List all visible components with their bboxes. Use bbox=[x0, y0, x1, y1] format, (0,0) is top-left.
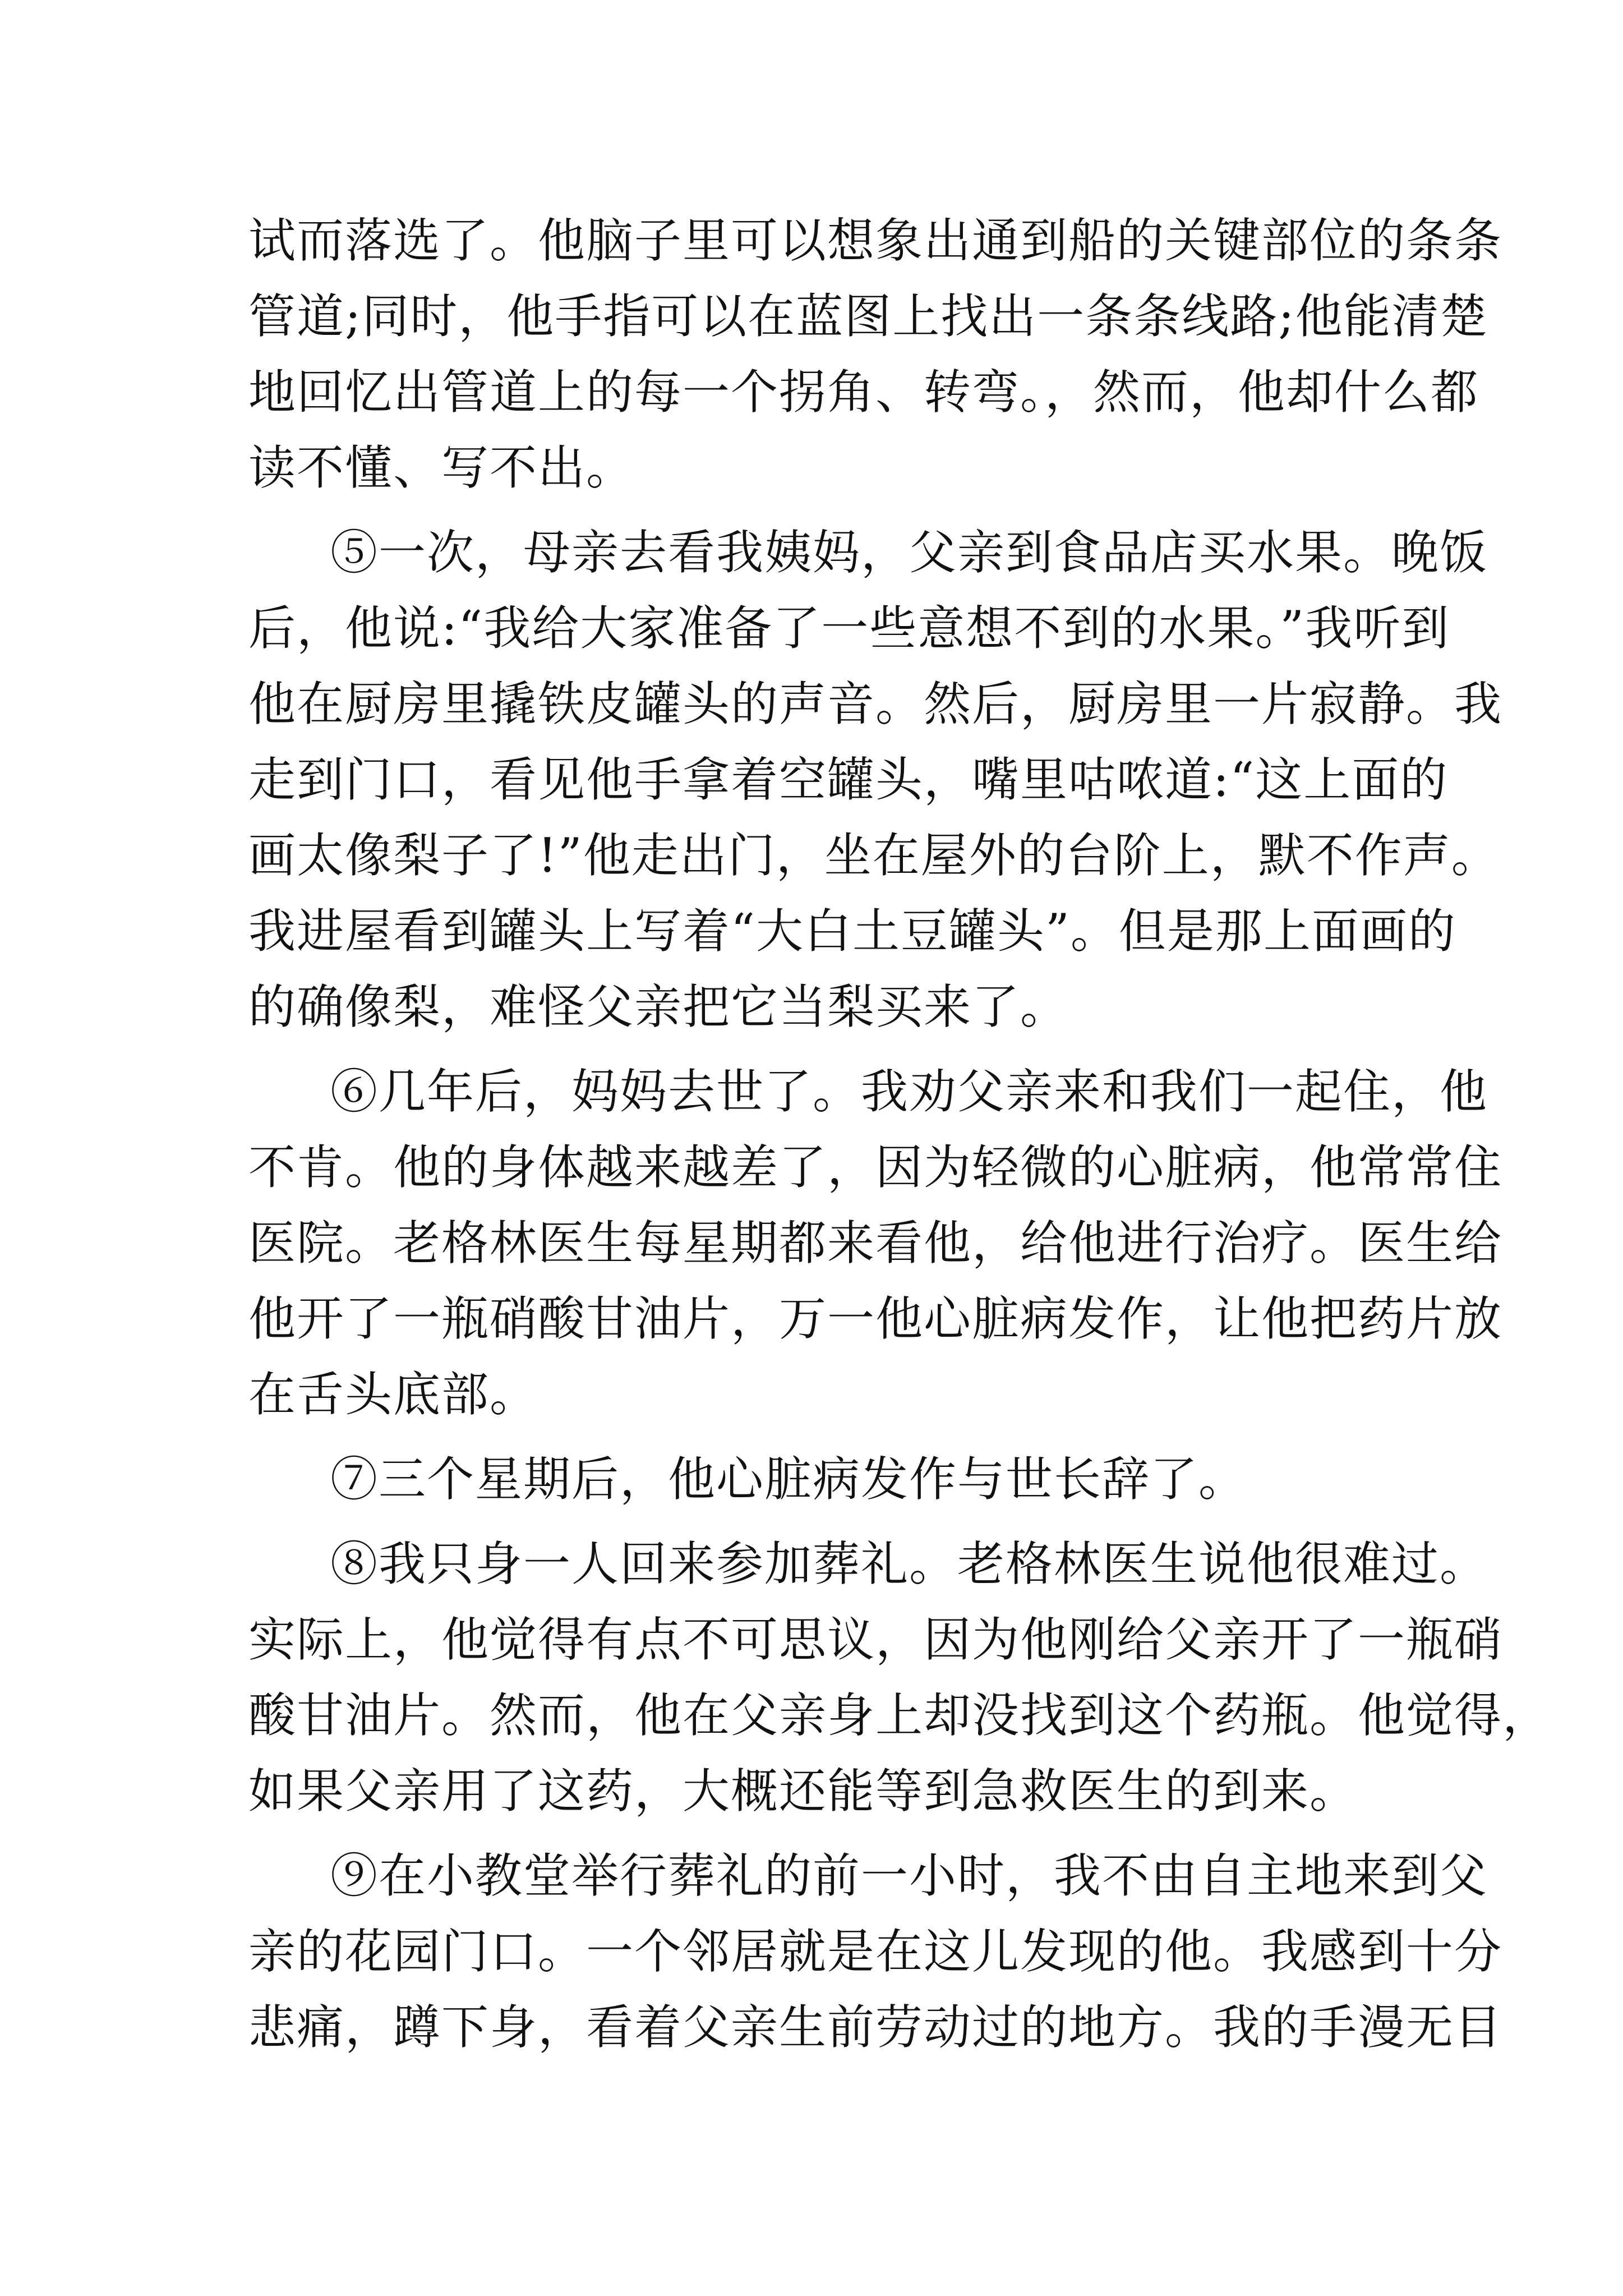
text-line: ⑤一次，母亲去看我姨妈，父亲到食品店买水果。晚饭 bbox=[330, 525, 1488, 580]
paragraph-6 bbox=[248, 1054, 1503, 1433]
text-line: 实际上，他觉得有点不可思议，因为他刚给父亲开了一瓶硝 bbox=[248, 1612, 1503, 1667]
paragraph-4-continued bbox=[248, 203, 1503, 506]
text-line: 的确像梨，难怪父亲把它当梨买来了。 bbox=[248, 979, 1069, 1034]
text-line: 画太像梨子了!”他走出门，坐在屋外的台阶上，默不作声。 bbox=[248, 828, 1500, 883]
text-line: 地回忆出管道上的每一个拐角、转弯。，然而，他却什么都 bbox=[248, 365, 1479, 420]
paragraph-7 bbox=[248, 1442, 1404, 1517]
text-line: 我进屋看到罐头上写着“大白土豆罐头”。但是那上面画的 bbox=[248, 904, 1456, 959]
text-line: 酸甘油片。然而，他在父亲身上却没找到这个药瓶。他觉得， bbox=[248, 1688, 1551, 1743]
text-line: ⑥几年后，妈妈去世了。我劝父亲来和我们一起住，他 bbox=[330, 1064, 1488, 1119]
text-line: 读不懂、写不出。 bbox=[248, 440, 635, 495]
text-line: 他在厨房里撬铁皮罐头的声音。然后，厨房里一片寂静。我 bbox=[248, 677, 1503, 731]
text-line: ⑧我只身一人回来参加葬礼。老格林医生说他很难过。 bbox=[330, 1536, 1488, 1591]
text-line: ⑦三个星期后，他心脏病发作与世长辞了。 bbox=[330, 1452, 1247, 1507]
text-line: 如果父亲用了这药，大概还能等到急救医生的到来。 bbox=[248, 1764, 1358, 1819]
text-line: 走到门口，看见他手拿着空罐头，嘴里咕哝道:“这上面的 bbox=[248, 752, 1449, 807]
text-line: 医院。老格林医生每星期都来看他，给他进行治疗。医生给 bbox=[248, 1216, 1503, 1271]
text-line: 试而落选了。他脑子里可以想象出通到船的关键部位的条条 bbox=[248, 213, 1503, 268]
text-line: 后，他说:“我给大家准备了一些意想不到的水果。”我听到 bbox=[248, 601, 1450, 656]
paragraph-8 bbox=[248, 1526, 1551, 1829]
paragraph-9 bbox=[248, 1838, 1503, 2065]
article-body bbox=[248, 203, 1551, 2065]
text-line: 管道;同时，他手指可以在蓝图上找出一条条线路;他能清楚 bbox=[248, 289, 1488, 344]
text-line: ⑨在小教堂举行葬礼的前一小时，我不由自主地来到父 bbox=[330, 1848, 1488, 1903]
text-line: 在舌头底部。 bbox=[248, 1367, 538, 1422]
text-line: 亲的花园门口。一个邻居就是在这儿发现的他。我感到十分 bbox=[248, 1924, 1503, 1979]
paragraph-5 bbox=[248, 515, 1503, 1045]
text-line: 他开了一瓶硝酸甘油片，万一他心脏病发作，让他把药片放 bbox=[248, 1291, 1503, 1346]
text-line: 不肯。他的身体越来越差了，因为轻微的心脏病，他常常住 bbox=[248, 1140, 1503, 1195]
text-line: 悲痛，蹲下身，看着父亲生前劳动过的地方。我的手漫无目 bbox=[248, 2000, 1503, 2055]
